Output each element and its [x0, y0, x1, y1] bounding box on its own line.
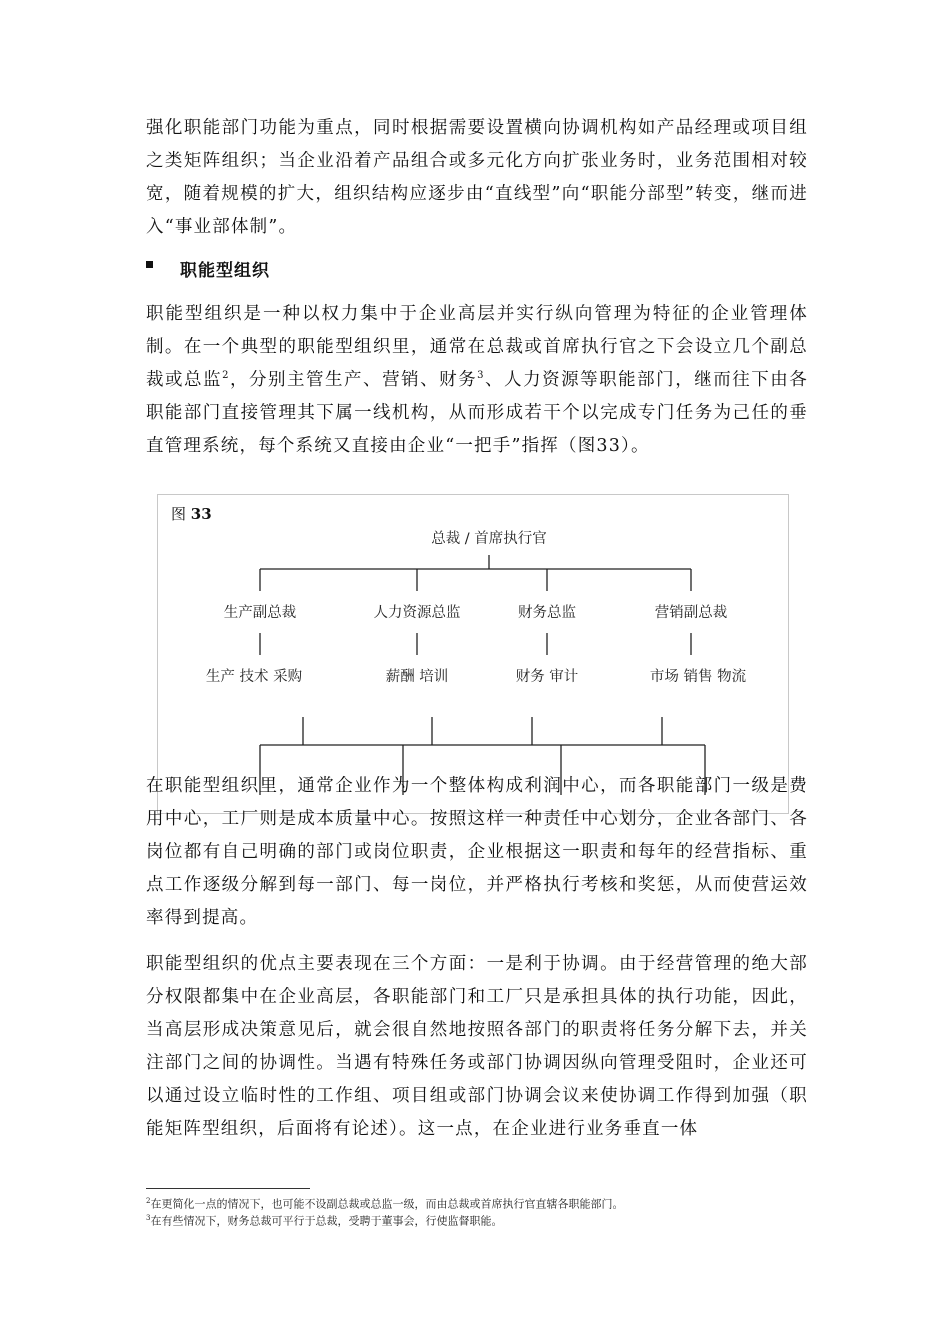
paragraph-text: ，分别主管生产、营销、财务 — [229, 370, 478, 390]
footnote-ref-3[interactable]: 3 — [477, 370, 485, 382]
node-marketing-units: 市场 销售 物流 — [649, 669, 747, 685]
footnote-2-text: 在更简化一点的情况下，也可能不设副总裁或总监一级，而由总裁或首席执行官直辖各职能部门。 — [150, 1197, 624, 1211]
figure-label-prefix: 图 — [171, 505, 187, 523]
paragraph-text: 、人力资源等职能部门，继而往下由各职能部门直接管理其下属一线机构，从而形成若干个以完成专门任务为己任的垂直管理系统，每个系统又直接由企业“一把手”指挥（图33）。 — [146, 370, 808, 456]
node-ceo: 总裁 / 首席执行官 — [431, 531, 547, 547]
node-hr-director: 人力资源总监 — [373, 605, 461, 621]
node-production-units: 生产 技术 采购 — [205, 669, 303, 685]
node-marketing-vp: 营销副总裁 — [654, 605, 728, 621]
footnote-divider — [146, 1188, 310, 1189]
body-paragraph-4: 职能型组织的优点主要表现在三个方面：一是利于协调。由于经营管理的绝大部分权限都集中在企业高层，各职能部门和工厂只是承担具体的执行功能，因此，当高层形成决策意见后，就会很自然地按照各部门的职责将任务分解下去，并关注部门之间的协调性。当遇有特殊任务或部门协调因纵向管理受阻时，企业还可以通过设立临时性的工作组、项目组或部门协调会议来使协调工作得到加强（职能矩阵型组织，后面将有论述）。这一点，在企业进行业务垂直一体 — [146, 954, 808, 1139]
node-finance-units: 财务 审计 — [515, 669, 579, 685]
section-heading-text: 职能型组织 — [180, 261, 270, 281]
footnote-3-text: 在有些情况下，财务总裁可平行于总裁，受聘于董事会，行使监督职能。 — [150, 1214, 503, 1228]
body-paragraph-2 — [146, 298, 808, 463]
figure-label-number: 33 — [190, 505, 212, 523]
node-hr-units: 薪酬 培训 — [385, 669, 449, 685]
square-bullet-icon — [146, 261, 153, 268]
paragraph-text: 职能型组织是一种以权力集中于企业高层并实行纵向管理为特征的企业管理体制。在一个典型的职能型组织里，通常在总裁或首席执行官之下会设立几个副总裁或总监 — [146, 304, 808, 390]
org-chart-figure — [157, 494, 789, 814]
node-finance-director: 财务总监 — [518, 605, 576, 621]
body-paragraph-3: 在职能型组织里，通常企业作为一个整体构成利润中心，而各职能部门一级是费用中心，工厂则是成本质量中心。按照这样一种责任中心划分，企业各部门、各岗位都有自己明确的部门或岗位职责，企业根据这一职责和每年的经营指标、重点工作逐级分解到每一部门、每一岗位，并严格执行考核和奖惩，从而使营运效率得到提高。 — [146, 776, 808, 928]
footnote-3 — [146, 1210, 502, 1230]
node-production-vp: 生产副总裁 — [223, 605, 297, 621]
body-paragraph-1: 强化职能部门功能为重点，同时根据需要设置横向协调机构如产品经理或项目组之类矩阵组织；当企业沿着产品组合或多元化方向扩张业务时，业务范围相对较宽，随着规模的扩大，组织结构应逐步由“直线型”向“职能分部型”转变，继而进入“事业部体制”。 — [146, 118, 808, 237]
footnote-3-number: 3 — [146, 1214, 151, 1222]
footnote-ref-2[interactable]: 2 — [222, 370, 230, 382]
footnote-2-number: 2 — [146, 1197, 151, 1205]
